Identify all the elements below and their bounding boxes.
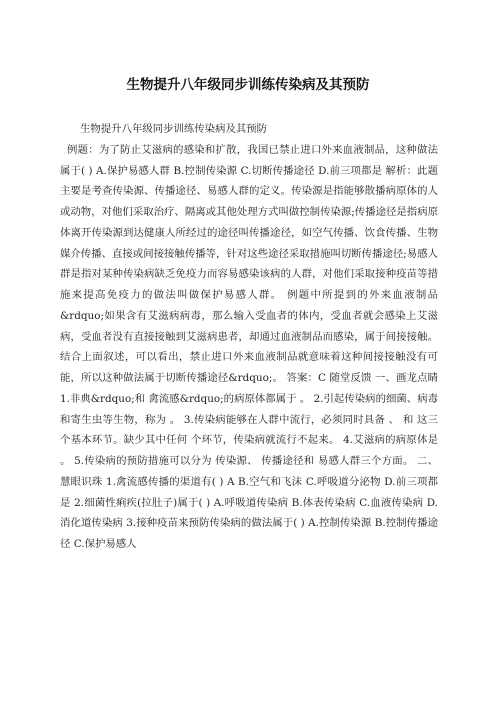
document-body [60, 119, 438, 555]
document-subtitle: 生物提升八年级同步训练传染病及其预防 [80, 123, 268, 135]
document-title: 生物提升八年级同步训练传染病及其预防 [126, 77, 370, 93]
body-paragraph: 例题：为了防止艾滋病的感染和扩散，我国已禁止进口外来血液制品，这种做法属于( ) A.保护易感人群 B.控制传染源 C.切断传播途径 D.前三项都是 解析：此题主要是考查传染源、传播途径、易感人群的定义。传染源是指能够散播病原体的人或动物，对他们采取治疗、隔离或其他处理方式叫做控制传染源;传播途径是指病原体离开传染源到达健康人所经过的途径叫传播途径，如空气传播、饮食传播、生物媒介传播、直接或间接接触传播等，针对这些途径采取措施叫切断传播途径;易感人群是指对某种传染病缺乏免疫力而容易感染该病的人群，对他们采取接种疫苗等措施来提高免疫力的做法叫做保护易感人群。 例题中所提到的外来血液制品&rdquo;如果含有艾滋病病毒，那么输入受血者的体内，受血者就会感染上艾滋病，受血者没有直接接触到艾滋病患者，却通过血液制品而感染，属于间接接触。结合上面叙述，可以看出，禁止进口外来血液制品就意味着这种间接接触没有可能，所以这种做法属于切断传播途径&rdquo;。 答案：C 随堂反馈 一、画龙点睛 1.非典&rdquo;和 禽流感&rdquo;的病原体都属于 。 2.引起传染病的细菌、病毒和寄生虫等生物，称为 。 3.传染病能够在人群中流行，必须同时具备 、 和 这三个基本环节。缺少其中任何 个环节，传染病就流行不起来。 4.艾滋病的病原体是 。 5.传染病的预防措施可以分为 传染源、 传播途径和 易感人群三个方面。 二、慧眼识珠 1.禽流感传播的渠道有( ) A B.空气和飞沫 C.呼吸道分泌物 D.前三项都是 2.细菌性痢疾(拉肚子)属于( ) A.呼吸道传染病 B.体表传染病 C.血液传染病 D.消化道传染病 3.接种疫苗来预防传染病的做法属于( ) A.控制传染源 B.控制传播途径 C.保护易感人 [60, 143, 438, 550]
